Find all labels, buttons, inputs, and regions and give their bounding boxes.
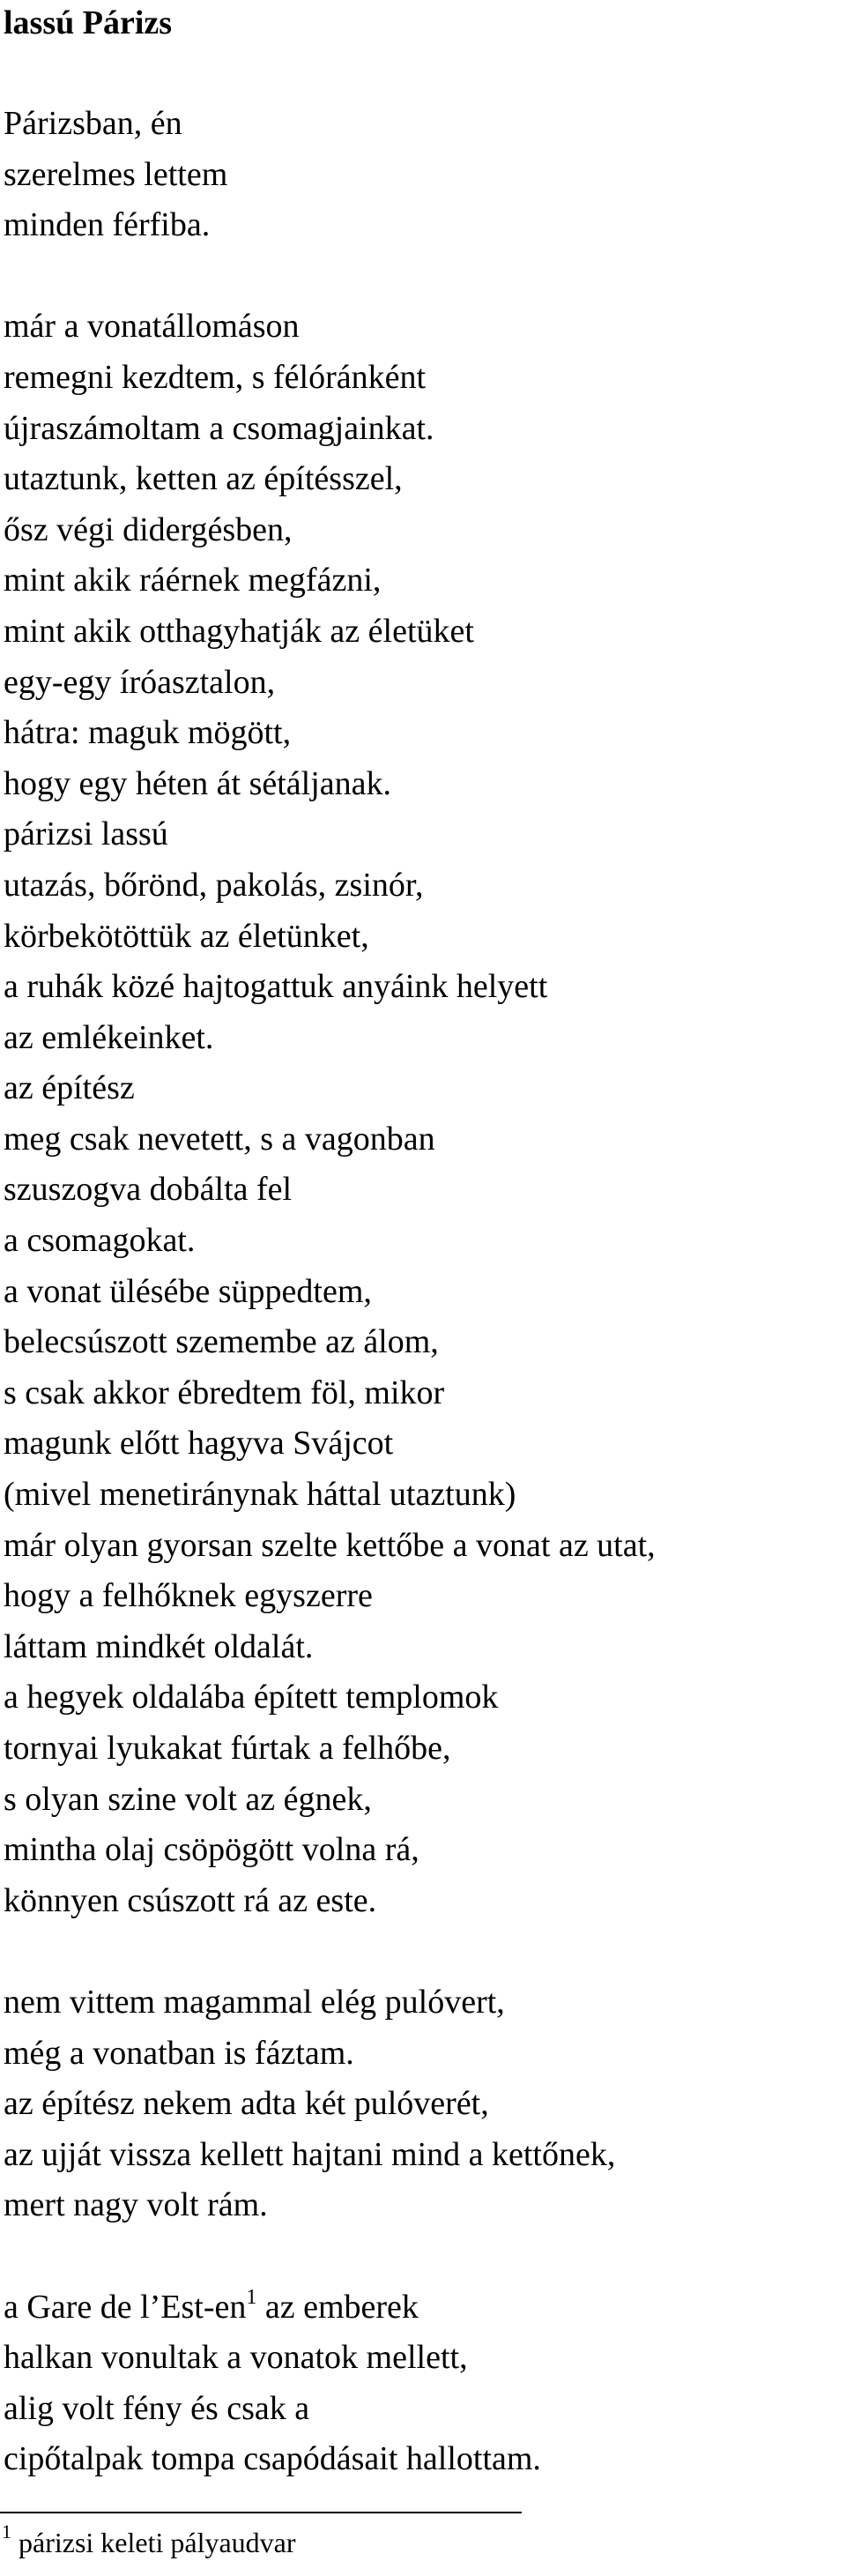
- footnote-reference: 1: [246, 2285, 257, 2309]
- poem-line: a ruhák közé hajtogattuk anyáink helyett: [4, 968, 548, 1006]
- poem-line: nem vittem magammal elég pulóvert,: [4, 1983, 505, 2021]
- poem-line: a vonat ülésébe süppedtem,: [4, 1272, 372, 1310]
- footnote-number: 1: [2, 2520, 11, 2543]
- last-stanza: [4, 2282, 841, 2485]
- poem-line: mint akik ráérnek megfázni,: [4, 562, 382, 599]
- poem-line: (mivel menetiránynak háttal utaztunk): [4, 1476, 516, 1514]
- poem-line: az ujját vissza kellett hajtani mind a kettőnek,: [4, 2135, 616, 2173]
- footnote-text: párizsi keleti pályaudvar: [11, 2527, 296, 2558]
- footnote-separator: [0, 2512, 522, 2513]
- poem-line: hátra: maguk mögött,: [4, 714, 292, 752]
- poem-line: cipőtalpak tompa csapódásait hallottam.: [4, 2440, 541, 2478]
- stanza-gap: [4, 251, 841, 302]
- poem-line: egy-egy íróasztalon,: [4, 663, 276, 701]
- poem-line: alig volt fény és csak a: [4, 2389, 310, 2427]
- poem-line: mint akik otthagyhatják az életüket: [4, 612, 474, 650]
- poem-line: könnyen csúszott rá az este.: [4, 1881, 377, 1919]
- poem-line: s olyan szine volt az égnek,: [4, 1780, 372, 1818]
- poem-line: ősz végi didergésben,: [4, 510, 293, 548]
- poem-line: halkan vonultak a vonatok mellett,: [4, 2339, 468, 2377]
- stanza: [4, 99, 841, 251]
- poem-line: mintha olaj csöpögött volna rá,: [4, 1831, 419, 1869]
- poem-line: már olyan gyorsan szelte kettőbe a vonat az utat,: [4, 1526, 656, 1564]
- poem-line: utazás, bőrönd, pakolás, zsinór,: [4, 866, 424, 904]
- poem-line: magunk előtt hagyva Svájcot: [4, 1425, 394, 1463]
- footnote: [2, 2520, 296, 2560]
- poem-line: a hegyek oldalába épített templomok: [4, 1679, 499, 1716]
- poem-line: hogy a felhőknek egyszerre: [4, 1577, 373, 1615]
- poem-line: [4, 2282, 841, 2334]
- poem-title: lassú Párizs: [4, 4, 173, 41]
- poem-line: Párizsban, én: [4, 105, 182, 142]
- poem-line: az építész: [4, 1069, 135, 1107]
- poem-line: mert nagy volt rám.: [4, 2186, 268, 2224]
- poem-line: szuszogva dobálta fel: [4, 1171, 293, 1209]
- poem-line: már a vonatállomáson: [4, 308, 300, 346]
- poem-line: láttam mindkét oldalát.: [4, 1627, 314, 1665]
- poem-line: a csomagokat.: [4, 1222, 196, 1260]
- line-text: az emberek: [256, 2288, 419, 2326]
- stanza: [4, 1977, 841, 2231]
- poem-body: [4, 99, 841, 2485]
- poem-line: remegni kezdtem, s félóránként: [4, 358, 427, 396]
- poem-line: újraszámoltam a csomagjainkat.: [4, 409, 434, 447]
- poem-line: az építész nekem adta két pulóverét,: [4, 2085, 489, 2123]
- poem-line: tornyai lyukakat fúrtak a felhőbe,: [4, 1730, 451, 1767]
- poem-line: hogy egy héten át sétáljanak.: [4, 764, 392, 802]
- poem-line: utaztunk, ketten az építésszel,: [4, 460, 403, 498]
- poem-line: az emlékeinket.: [4, 1018, 214, 1056]
- poem-line: párizsi lassú: [4, 815, 168, 853]
- poem-line: s csak akkor ébredtem föl, mikor: [4, 1374, 445, 1411]
- poem-line: belecsúszott szemembe az álom,: [4, 1323, 439, 1361]
- poem-line: minden férfiba.: [4, 206, 211, 244]
- poem-stanzas: [4, 99, 841, 2231]
- line-text: a Gare de l’Est-en: [4, 2288, 247, 2326]
- stanza: [4, 302, 841, 1926]
- stanza-gap: [4, 2231, 841, 2282]
- stanza-gap: [4, 1926, 841, 1977]
- poem-line: szerelmes lettem: [4, 155, 228, 193]
- poem-line: még a vonatban is fáztam.: [4, 2034, 354, 2072]
- poem-line: meg csak nevetett, s a vagonban: [4, 1120, 435, 1158]
- poem-line: körbekötöttük az életünket,: [4, 917, 369, 955]
